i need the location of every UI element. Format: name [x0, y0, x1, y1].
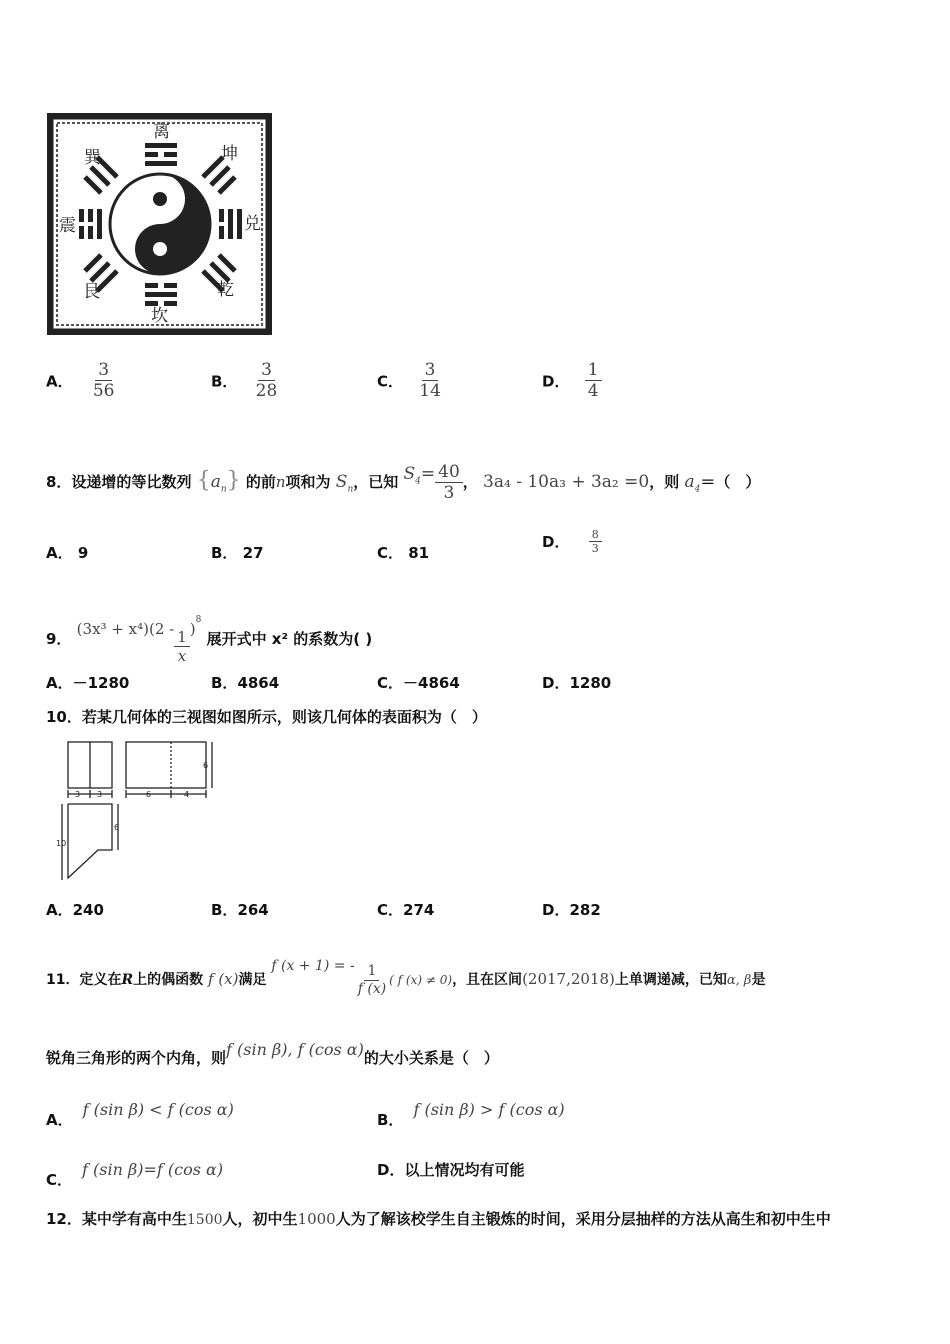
label-kan: 坎 — [151, 306, 168, 326]
dim-front-w2: 3 — [97, 790, 103, 799]
option-letter: C． — [377, 674, 404, 692]
label-dui: 兑 — [244, 214, 261, 234]
q11-text-2: 上的偶函数 — [133, 972, 204, 988]
three-view-figure — [56, 738, 216, 888]
q8-end: ＝（ ） — [700, 473, 761, 491]
q7-option-a[interactable] — [46, 360, 117, 402]
option-letter: D． — [542, 372, 570, 391]
q8-option-d[interactable] — [542, 528, 602, 555]
option-letter: A． — [46, 372, 73, 391]
q11-text-8: 的大小关系是（ ） — [363, 1049, 499, 1067]
option-letter: A． — [46, 544, 73, 562]
q7-option-b[interactable] — [211, 360, 280, 402]
var-R: R — [121, 972, 134, 988]
option-letter: A． — [46, 1111, 73, 1129]
q10-option-b[interactable] — [211, 899, 269, 920]
option-letter: C． — [46, 1171, 73, 1189]
q9-stem — [46, 590, 372, 669]
option-text: －1280 — [72, 674, 130, 692]
dim-top-h1: 10 — [56, 839, 67, 848]
q10-option-d[interactable] — [542, 899, 601, 920]
option-fraction — [416, 360, 444, 402]
option-text: 以上情况均有可能 — [404, 1161, 525, 1179]
q11-relation: f (x + 1) = - — [271, 958, 355, 974]
option-text: 1280 — [569, 674, 612, 692]
q11-fraction — [355, 963, 389, 998]
option-text: －4864 — [403, 674, 460, 692]
a4: $a_4$ — [684, 472, 701, 495]
q9-expression: (3x³ + x⁴)(2 - — [76, 620, 175, 638]
label-xun: 巽 — [84, 148, 101, 168]
denominator: 14 — [419, 381, 441, 402]
q9-fraction — [174, 628, 190, 665]
denominator: f (x) — [357, 980, 387, 997]
option-letter: B． — [211, 544, 238, 562]
q7-option-c[interactable] — [377, 360, 444, 402]
bagua-figure — [47, 113, 272, 335]
option-letter: B． — [211, 901, 238, 919]
option-text: 274 — [403, 901, 435, 919]
option-text: 282 — [569, 901, 601, 919]
q9-text: 展开式中 x² 的系数为( ) — [206, 630, 373, 648]
numerator: 3 — [258, 360, 275, 381]
brace-close: } — [226, 468, 241, 493]
q8-text-2: 项和为 — [285, 473, 331, 491]
option-letter: A． — [46, 674, 73, 692]
s4: $S_4$ — [403, 464, 421, 487]
option-text: 27 — [242, 544, 264, 562]
q12-text-3: 人为了解该校学生自主锻炼的时间，采用分层抽样的方法从高生和初中生中 — [335, 1210, 831, 1228]
option-letter: A． — [46, 901, 73, 919]
option-letter: C． — [377, 901, 404, 919]
dim-side-w2: 4 — [184, 790, 190, 799]
q8-option-a[interactable] — [46, 542, 88, 563]
q11-interval: (2017,2018) — [522, 970, 615, 988]
dim-side-h: 6 — [203, 761, 209, 770]
q8-text-1: 的前 — [245, 473, 276, 491]
q12-num-1: 1500 — [186, 1212, 223, 1228]
brace-open: { — [196, 468, 211, 493]
option-text: f (sin β)=f (cos α) — [82, 1160, 224, 1179]
q12-text-1: 12．某中学有高中生 — [46, 1210, 187, 1228]
option-text: 264 — [237, 901, 269, 919]
option-letter: D． — [542, 533, 570, 552]
denominator: x — [177, 647, 187, 665]
option-text: f (sin β) > f (cos α) — [413, 1100, 565, 1119]
option-fraction — [253, 360, 281, 402]
dim-side-w1: 6 — [146, 790, 152, 799]
denominator: 3 — [443, 483, 455, 503]
var-n: n — [275, 473, 286, 491]
option-letter: B． — [211, 674, 238, 692]
label-zhen: 震 — [59, 216, 76, 236]
option-text: 240 — [72, 901, 104, 919]
option-letter: D． — [377, 1161, 405, 1179]
label-kun: 坤 — [221, 144, 238, 164]
q10-option-a[interactable] — [46, 899, 104, 920]
q11-option-c[interactable] — [46, 1150, 223, 1200]
q11-text-6: 是 — [751, 972, 766, 988]
q11-stem-line2 — [46, 1030, 499, 1078]
option-letter: D． — [542, 901, 570, 919]
option-letter: D． — [542, 674, 570, 692]
label-gen: 艮 — [83, 282, 100, 302]
denominator: 56 — [92, 381, 115, 402]
q8-text-3: ，已知 — [353, 473, 399, 491]
q9-option-a[interactable] — [46, 672, 129, 693]
q8-option-c[interactable] — [377, 542, 429, 563]
three-view-drawing — [56, 738, 216, 888]
numerator: 3 — [422, 360, 439, 381]
option-fraction — [585, 360, 602, 402]
q9-paren: ) — [189, 620, 196, 638]
option-text: 81 — [408, 544, 430, 562]
q10-option-c[interactable] — [377, 899, 434, 920]
option-letter: C． — [377, 372, 404, 391]
q8-prefix: 8．设递增的等比数列 — [46, 473, 192, 491]
bagua-image — [47, 113, 272, 335]
q11-text-4: ，且在区间 — [452, 972, 523, 988]
q8-option-b[interactable] — [211, 542, 264, 563]
q9-option-b[interactable] — [211, 672, 279, 693]
label-qian: 乾 — [217, 280, 234, 300]
q11-option-d[interactable] — [377, 1150, 524, 1190]
q11-option-a[interactable] — [46, 1090, 234, 1140]
q12-num-2: 1000 — [297, 1210, 336, 1228]
q8-equation: 3a₄ - 10a₃ + 3a₂ =0 — [483, 472, 650, 492]
q9-option-d[interactable] — [542, 672, 611, 693]
seq-a: $a_n$ — [210, 472, 227, 495]
q12-stem — [46, 1208, 831, 1229]
q8-stem — [46, 444, 760, 519]
q11-condition: ( f (x) ≠ 0) — [389, 973, 453, 987]
numerator: 40 — [435, 462, 463, 483]
q10-stem: 10．若某几何体的三视图如图所示，则该几何体的表面积为（ ） — [46, 708, 487, 726]
q9-option-c[interactable] — [377, 672, 460, 693]
equals: = — [420, 464, 436, 484]
q12-text-2: 人，初中生 — [222, 1210, 298, 1228]
sn: $S_n$ — [335, 472, 354, 495]
denominator: 3 — [591, 542, 599, 556]
q11-text-5: 上单调递减，已知 — [614, 972, 727, 988]
denominator: 28 — [255, 381, 278, 402]
numerator: 8 — [589, 528, 602, 542]
numerator: 1 — [585, 360, 602, 381]
q11-alpha-beta: α, β — [726, 973, 752, 988]
q8-text-4: ，则 — [649, 473, 680, 491]
label-li: 离 — [153, 122, 170, 142]
q9-prefix: 9． — [46, 630, 72, 648]
option-letter: B． — [211, 372, 238, 391]
option-letter: C． — [377, 544, 404, 562]
numerator: 3 — [95, 360, 112, 381]
option-fraction — [589, 528, 602, 555]
q11-option-b[interactable] — [377, 1090, 565, 1140]
numerator: 1 — [364, 963, 379, 981]
numerator: 1 — [174, 628, 190, 647]
q11-text-1: 11．定义在 — [46, 972, 122, 988]
q9-exponent: 8 — [195, 615, 202, 625]
q7-option-d[interactable] — [542, 360, 602, 402]
option-text: 4864 — [237, 674, 280, 692]
option-letter: B． — [377, 1111, 404, 1129]
option-text: f (sin β) < f (cos α) — [82, 1100, 234, 1119]
q11-stem-line1 — [46, 932, 765, 1015]
dim-front-w1: 3 — [75, 790, 81, 799]
q11-text-7: 锐角三角形的两个内角，则 — [46, 1049, 227, 1067]
q11-pair: f (sin β), f (cos α) — [226, 1040, 364, 1059]
option-fraction — [90, 360, 118, 402]
dim-top-h2: 6 — [114, 823, 120, 832]
s4-fraction — [435, 462, 463, 504]
q11-text-3: 满足 — [238, 972, 267, 988]
option-text: 9 — [77, 544, 89, 562]
q11-fx: f (x) — [208, 970, 239, 988]
q8-comma: ， — [462, 473, 478, 491]
denominator: 4 — [587, 381, 599, 402]
